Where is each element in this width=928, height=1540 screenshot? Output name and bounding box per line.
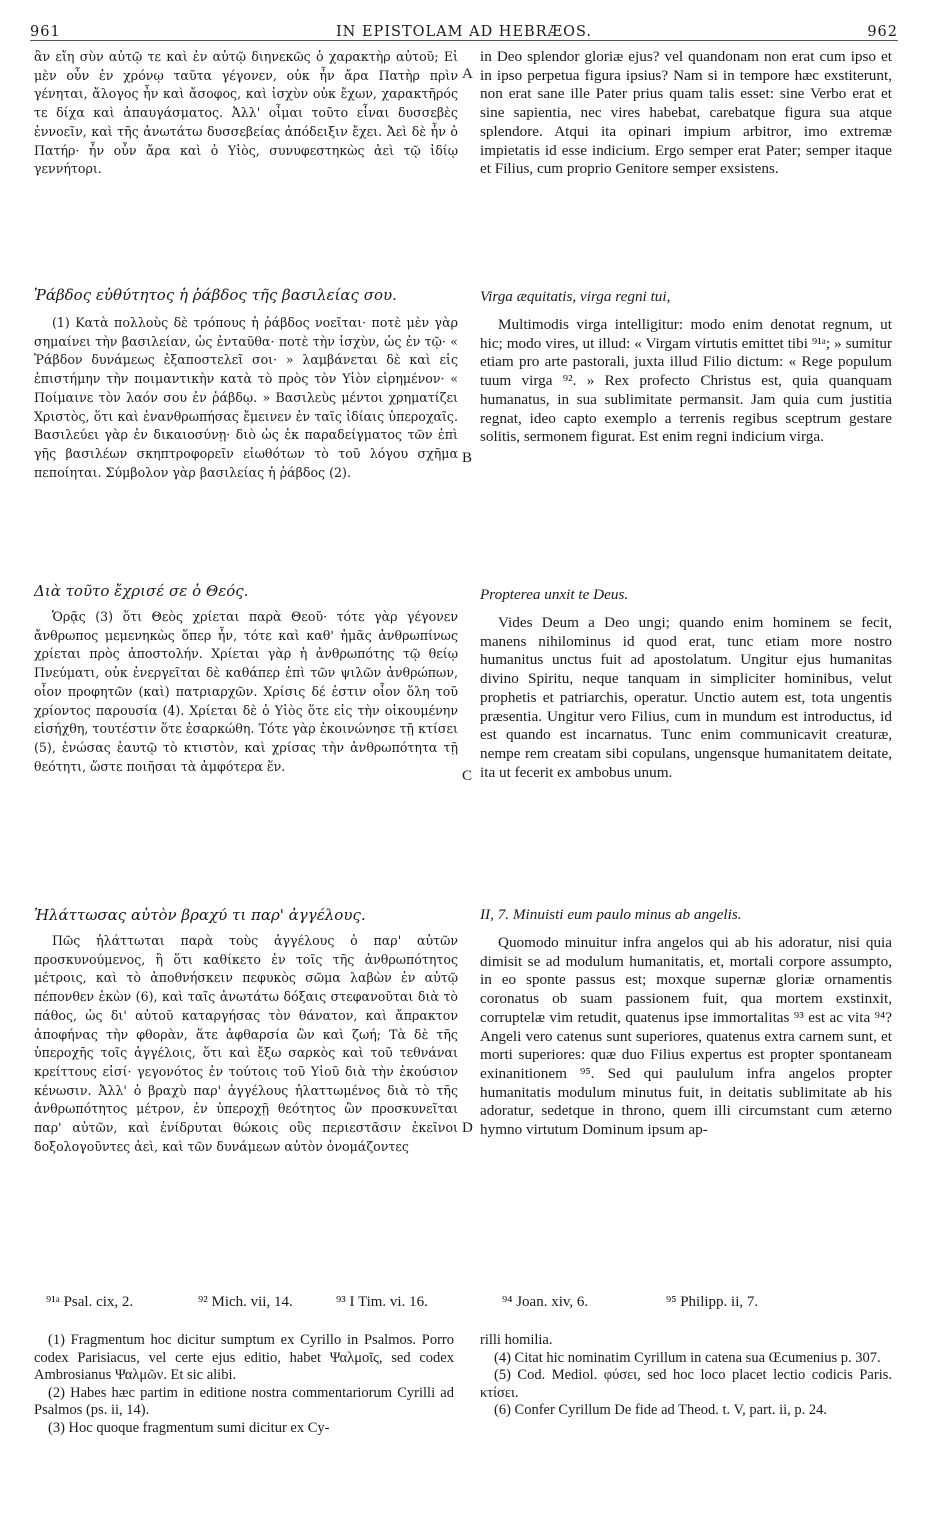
latin-lemma-heading: Virga æquitatis, virga regni tui, — [480, 288, 671, 305]
latin-lemma-heading: II, 7. Minuisti eum paulo minus ab angelis. — [480, 906, 742, 923]
running-header — [30, 8, 898, 41]
greek-paragraph: Ὁρᾷς (3) ὅτι Θεὸς χρίεται παρὰ Θεοῦ· τότε γὰρ γέγονεν ἄνθρωπος μεμενηκὼς ὅπερ ἦν, τότε καὶ καθ' ἡμᾶς ἀνθρωπίνως χρίεται πρὸς ἀποστολήν. Χρίεται γὰρ ἡ ἀνθρωπότης τῷ θείῳ Πνεύματι, οὐκ ἐνεργεῖται δὲ καθάπερ ἐπὶ τῶν ψιλῶν ἀνθρώπων, οἷον προφητῶν (καὶ) πατριαρχῶν. Χρίσις δέ ἐστιν οἷον ὅλη τοῦ χρίοντος παρουσία (4). Χρίεται δὲ ὁ Υἱὸς ὅτε εἰς τὴν οἰκουμένην εἰσήχθη, τουτέστιν ὅτε ἐσαρκώθη. Τότε γὰρ ἐκοινώνησε τῇ κτίσει (5), ἑνώσας ἑαυτῷ τὸ κτιστὸν, καὶ χρίσας τὴν ἀνθρωπότητα τῇ θεότητι, ὥστε ποιῆσαι τὰ ἀμφότερα ἕν. — [34, 609, 458, 774]
latin-column — [480, 48, 892, 1288]
latin-paragraph: Quomodo minuitur infra angelos qui ab his adoratur, nisi quia dimisit se ad modulum humanitatis, et, mortali corpore assumpto, in eo sponte passus est; moxque supernæ gloriæ ornamentis coronatus ob suam passionem fuit, qua mortem exstinxit, corruptelæ vim retudit, quatenus ipse immortalitas ⁹³ est ac vita ⁹⁴? Angeli vero catenus sunt superiores, quatenus extra carnem sunt, et morti superiores: quæ duo Filius expertus est propter spontaneam exinanitionem ⁹⁵. Sed qui paululum infra angelos propter humanitatis modulum minutus fuit, in deitatis sublimitate ab his adoratur, sedetque in throno, quem illi circumstant cum æterno hymno virtutum Dominum ipsum ap- — [480, 934, 892, 1139]
page-number-left: 961 — [30, 24, 61, 40]
margin-letter: B — [462, 450, 473, 466]
greek-lemma-heading: Ῥάβδος εὐθύτητος ἡ ῥάβδος τῆς βασιλείας σου. — [34, 286, 397, 304]
editorial-note: (1) Fragmentum hoc dicitur sumptum ex Cyrillo in Psalmos. Porro codex Parisiacus, vel certe ejus editio, habet Ψαλμοῖς, sed codex Ambrosianus Ψαλμῶν. Et sic alibi. — [34, 1332, 454, 1383]
notes-left — [34, 1332, 454, 1437]
scripture-ref: ⁹⁴ Joan. xiv, 6. — [502, 1294, 589, 1310]
scripture-ref: ⁹³ I Tim. vi. 16. — [336, 1294, 428, 1310]
editorial-note: (6) Confer Cyrillum De fide ad Theod. t. V, part. ii, p. 24. — [494, 1402, 828, 1418]
latin-lemma-heading: Propterea unxit te Deus. — [480, 586, 629, 603]
greek-paragraph: ἂν εἴη σὺν αὐτῷ τε καὶ ἐν αὐτῷ διηνεκῶς ὁ χαρακτὴρ αὐτοῦ; Εἰ μὲν οὖν ἐν χρόνῳ ταῦτα γέγονεν, οὐκ ἦν ἄρα Πατὴρ πρὶν γένηται, ἄλογος ἦν καὶ ἄσοφος, καὶ ἰσχὺν οὐκ ἔχων, χαρακτῆρός τε δίχα καὶ ἀπαυγάσματος. Ἀλλ' οἶμαι τοῦτο εἶναι δυσσεβὲς ἐννοεῖν, καὶ τῆς ἀνωτάτω δυσσεβείας ἀπόδειξιν ἔχει. Ἀεὶ δὲ ἦν ὁ Πατήρ· ἦν οὖν ἄρα καὶ ὁ Υἱὸς, συνυφεστηκὼς ἀεὶ τῷ ἰδίῳ γεννήτορι. — [34, 49, 458, 177]
margin-letter: A — [462, 66, 473, 82]
scripture-ref: ⁹¹ᵃ Psal. cix, 2. — [46, 1294, 134, 1310]
scripture-references — [46, 1292, 898, 1316]
editorial-note: rilli homilia. — [480, 1332, 553, 1348]
greek-lemma-heading: Ἠλάττωσας αὐτὸν βραχύ τι παρ' ἀγγέλους. — [34, 906, 366, 924]
latin-paragraph: Multimodis virga intelligitur: modo enim denotat regnum, ut hic; modo vires, ut illud: « Virgam virtutis emittet tibi ⁹¹ᵃ; » sumitur etiam pro arte pastorali, juxta illud Filio dictum: « Rege populum tuum virga ⁹². » Rex profecto Christus est, quia quanquam humanatus, in sua sublimitate permansit. Jam quia cum justitia regnat, ideo capto exemplo a terrenis regibus sceptrum gestare solitis, sermonem figurat. Est enim regni indicium virga. — [480, 316, 892, 446]
greek-paragraph: Πῶς ἠλάττωται παρὰ τοὺς ἀγγέλους ὁ παρ' αὐτῶν προσκυνούμενος, ἢ ὅτι καθίκετο ἐν τοῖς τῆς ἀνθρωπότητος μέτροις, καὶ τὸ ἀποθνήσκειν πεφυκὸς σῶμα λαβὼν ἐν αὐτῷ πέπονθεν ἑκὼν (6), καὶ ταῖς ἀνωτάτω δόξαις στεφανοῦται διὰ τὸ πάθος, ὡς δι' αὐτοῦ καταργήσας τὸν θάνατον, καὶ ἄπρακτον ἀποφήνας τὴν φθορὰν, ἅτε ἀφθαρσία ὢν καὶ ζωή; Τὰ δὲ τῆς ὑπεροχῆς τοῖς ἀγγέλοις, ὅτι καὶ ἔξω σαρκὸς καὶ τοῦ τεθνάναι κρείττους εἰσί· γεγονότος ἐν τούτοις τοῦ Υἱοῦ διὰ τὴν ἑκούσιον κένωσιν. Ἀλλ' ὁ βραχὺ παρ' ἀγγέλους ἠλαττωμένος διὰ τὸ τῆς ἀνθρωπότητος μέτρον, ἐν ὑπεροχῇ θεότητος ὢν προσκυνεῖται παρ' αὐτῶν, καὶ ἐνίδρυται θώκοις οὓς περιεστᾶσιν ἐκεῖνοι δοξολογοῦντες ἀεὶ, καὶ τῶν δυνάμεων αὐτὸν ὀνομάζοντες — [34, 933, 458, 1154]
page-number-right: 962 — [867, 24, 898, 40]
greek-lemma-heading: Διὰ τοῦτο ἔχρισέ σε ὁ Θεός. — [34, 582, 249, 600]
margin-letter: C — [462, 768, 473, 784]
greek-paragraph: (1) Κατὰ πολλοὺς δὲ τρόπους ἡ ῥάβδος νοεῖται· ποτὲ μὲν γὰρ σημαίνει τὴν βασιλείαν, ὡς ἐνταῦθα· ποτὲ τὴν ἰσχὺν, ὡς ἐν τῷ· « Ῥάβδον δυνάμεως ἐξαποστελεῖ σοι· » λαμβάνεται δὲ καὶ εἰς ἐπιστήμην τὴν ποιμαντικὴν κατὰ τὸ πρὸς τὸν Υἱὸν εἰρημένον· « Ποίμαινε τὸν λαόν σου ἐν ῥάβδῳ. » Βασιλεὺς μέντοι χρηματίζει Χριστὸς, ὅτι καὶ ἐνανθρωπήσας ἔμεινεν ἐν ταῖς ἰδίαις ὑπεροχαῖς. Βασιλεύει γὰρ ἐν δικαιοσύνῃ· διὸ ὡς ἐκ παραδείγματος τῶν ἐπὶ γῆς βασιλέων σκηπτροφορεῖν εἰωθότων τὸ τοῦ λόγου σχῆμα πεποίηται. Σύμβολον γὰρ βασιλείας ἡ ῥάβδος (2). — [34, 315, 458, 480]
editorial-note: (3) Hoc quoque fragmentum sumi dicitur ex Cy- — [48, 1419, 330, 1436]
latin-paragraph: in Deo splendor gloriæ ejus? vel quandonam non erat cum ipso et in ipso perpetua figura ipsius? Nam si in tempore hæc exstiterunt, non erat sane ille Pater prius quam talis esset: sine Verbo erat et sine sapientia, nec vires habebat, carebatque figura sua atque splendore. Atqui ita opinari impium arbitror, imo extremæ impietatis id esse indicium. Ergo semper erat Pater; semper itaque et Filius, cum proprio Genitore semper exsistens. — [480, 48, 892, 178]
editorial-note: (4) Citat hic nominatim Cyrillum in catena sua Œcumenius p. 307. — [494, 1349, 881, 1366]
latin-paragraph: Vides Deum a Deo ungi; quando enim hominem se fecit, manens nihilominus id quod erat, tunc etiam more nostro humanitus unctus fuit ad apostolatum. Ungitur ejus humanitas divino Spiritu, neque tanquam in simpliciter hominibus, velut prophetis et patriarchis, operatur. Unctio autem est, tota ungentis præsentia. Ungitur vero Filius, cum in mundum est introductus, id est quando est incarnatus. Tunc enim communicavit creaturæ, nempe rem creatam sibi copulans, ungensque humanitatem deitate, ita ut fecerit ex ambobus unum. — [480, 614, 892, 781]
scripture-ref: ⁹⁵ Philipp. ii, 7. — [666, 1294, 759, 1310]
running-title: IN EPISTOLAM AD HEBRÆOS. — [335, 24, 593, 40]
editorial-note: (5) Cod. Mediol. φύσει, sed hoc loco placet lectio codicis Paris. κτίσει. — [480, 1367, 892, 1401]
greek-column — [34, 48, 458, 1288]
notes-right — [480, 1332, 892, 1420]
margin-letter: D — [462, 1120, 473, 1136]
scripture-ref: ⁹² Mich. vii, 14. — [198, 1294, 293, 1310]
editorial-note: (2) Habes hæc partim in editione nostra commentariorum Cyrilli ad Psalmos (ps. ii, 14). — [34, 1384, 454, 1418]
